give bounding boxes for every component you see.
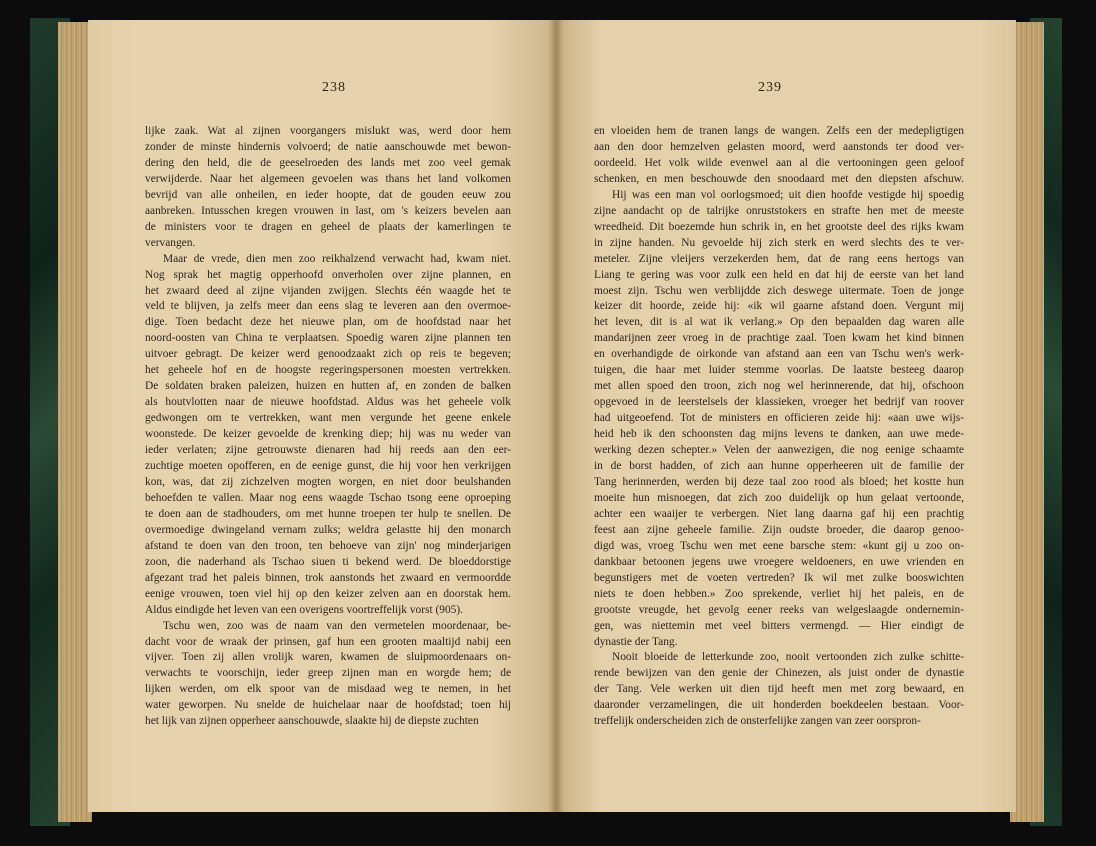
right-page-text bbox=[594, 124, 964, 730]
text-line: water geworpen. Nu snelde de huichelaar naar de hoofdstad; toen hij bbox=[145, 699, 511, 712]
text-line: zonder de minste hindernis volvoerd; de natie aanschouwde met bewon- bbox=[145, 140, 511, 153]
text-line: het leven, dit is al wat ik verlang.» Op den bepaalden dag waren alle bbox=[594, 316, 964, 329]
text-line: dynastie der Tang. bbox=[594, 635, 678, 648]
text-line: der Tang. Vele werken uit dien tijd heeft men met zorg bewaard, en bbox=[594, 683, 964, 696]
left-page-text bbox=[145, 124, 511, 730]
text-line: afgezant trad het paleis binnen, trok aanstonds het zwaard en vermoordde bbox=[145, 571, 511, 584]
page-edges-left bbox=[58, 22, 92, 822]
text-line: dering den held, die de geeselroeden des lands met zoo veel gemak bbox=[145, 156, 511, 169]
text-line: het lijk van zijnen opperheer aanschouwde, slaakte hij de diepste zuchten bbox=[145, 715, 479, 728]
text-line: lijke zaak. Wat al zijnen voorgangers mislukt was, werd door hem bbox=[145, 125, 511, 137]
text-line: veld te blijven, ja zelfs meer dan eens slag te leveren aan den overmoe- bbox=[145, 300, 511, 313]
text-line: rende bewijzen van den genie der Chinezen, als juist onder de dynastie bbox=[594, 667, 964, 680]
text-line: dankbaar betoonen jegens uwe vroegere weldoeners, en uwe vrienden en bbox=[594, 555, 964, 568]
text-line: gen, was niettemin met veel bitters vermengd. — Hier eindigt de bbox=[594, 619, 964, 632]
text-line: moeite hun misnoegen, dat zich zoo duidelijk op hun gelaat vertoonde, bbox=[594, 491, 964, 504]
text-line: De soldaten braken paleizen, huizen en hutten af, en zonden de balken bbox=[145, 380, 511, 393]
text-line: Liang te gering was voor zulk een held en dat hij de eerste van het land bbox=[594, 268, 964, 281]
left-page-number: 238 bbox=[322, 80, 346, 95]
text-line: afstand te doen van den troon, ten behoeve van zijn' nog minderjarigen bbox=[145, 539, 511, 552]
text-line: wreedheid. Dit boezemde hun schrik in, en het grootste deel des rijks kwam bbox=[594, 220, 964, 233]
text-line: opgevoed in de leerstelsels der klassieken, vroeger het bedrijf van roover bbox=[594, 396, 964, 409]
text-line: eenige vrouwen, toen viel hij op den keizer zelven aan en doorstak hem. bbox=[145, 587, 511, 600]
text-line: lijken werden, om elk spoor van de misdaad weg te nemen, in het bbox=[145, 683, 511, 696]
text-line: moest zijn. Tschu wen verblijdde zich deswege uitermate. Toen de jonge bbox=[594, 284, 964, 297]
text-line: Hij was een man vol oorlogsmoed; uit dien hoofde vestigde hij spoedig bbox=[612, 188, 964, 201]
text-line: noord-oosten van China te verplaatsen. Spoedig waren zijne plannen ten bbox=[145, 332, 511, 345]
text-line: begunstigers met de voeten vertreden? Ik wil met zulke booswichten bbox=[594, 571, 964, 584]
text-line: aanbreken. Intusschen kregen vrouwen in last, om 's keizers bevelen aan bbox=[145, 204, 511, 217]
text-line: uitvoer gebragt. De keizer werd genoodzaakt zich op reis te begeven; bbox=[145, 348, 511, 361]
text-line: had uitgeoefend. Tot de ministers en officieren zeide hij: «aan uwe wijs- bbox=[594, 412, 964, 425]
text-line: behoefden te vallen. Maar nog eens waagde Tschao tsong eene oproeping bbox=[145, 491, 511, 504]
text-line: digd was, vroeg Tschu wen met eene barsche stem: «kunt gij u zoo on- bbox=[594, 539, 964, 552]
text-line: en overhandigde de oirkonde van afstand aan een van Tschu wen's werk- bbox=[594, 348, 964, 361]
text-line: zuchtige moeten opofferen, en de eenige gunst, die hij voor hen verkrijgen bbox=[145, 460, 511, 473]
right-page-number: 239 bbox=[758, 80, 782, 95]
text-line: en vloeiden hem de tranen langs de wangen. Zelfs een der medepligtigen bbox=[594, 125, 964, 137]
text-line: achter een waaijer te verbergen. Niet lang daarna gaf hij een prachtig bbox=[594, 507, 964, 520]
text-line: in de borst hadden, of zich aan hunne opperheeren uit de familie der bbox=[594, 460, 964, 473]
text-line: daaronder verzamelingen, die uit honderden boekdeelen bestaan. Voor- bbox=[594, 699, 964, 712]
text-line: vervangen. bbox=[145, 236, 196, 249]
text-line: schenken, en men beschouwde den snoodaard met den diepsten afschuw. bbox=[594, 172, 964, 185]
text-line: gedwongen om te vertrekken, want men vergunde het geene enkele bbox=[145, 412, 511, 425]
text-line: Aldus eindigde het leven van een overigens voortreffelijk vorst (905). bbox=[145, 603, 464, 616]
text-line: dacht voor de wraak der prinsen, gaf hun een grooten maaltijd nabij een bbox=[145, 635, 511, 648]
text-line: Tschu wen, zoo was de naam van den vermetelen moordenaar, be- bbox=[163, 619, 511, 632]
text-line: treffelijk onderscheiden zich de onsterfelijke zangen van zeer oorspron- bbox=[594, 715, 921, 728]
text-line: verwijderde. Naar het algemeen gevoelen was thans het land volkomen bbox=[145, 172, 511, 185]
text-line: te doen aan de stadhouders, om met hunne troepen ter hulp te snellen. De bbox=[145, 507, 511, 520]
book-gutter bbox=[548, 20, 564, 812]
text-line: het geheele hof en de hoogste regeringspersonen moesten vertrekken. bbox=[145, 364, 511, 377]
text-line: het zwaard deed al zijne vijanden zwijgen. Slechts één waagde het te bbox=[145, 284, 511, 297]
text-line: keizer dit hoorde, zeide hij: «ik wil gaarne afstand doen. Vergunt mij bbox=[594, 300, 964, 313]
text-line: Nooit bloeide de letterkunde zoo, nooit vertoonden zich zulke schitte- bbox=[612, 651, 964, 664]
text-line: woonstede. De keizer gevoelde de krenking diep; hij was nu weder van bbox=[145, 428, 511, 441]
text-line: verwachts te voorschijn, ieder greep zijnen man en worgde hem; de bbox=[145, 667, 511, 680]
text-line: als houtvlotten naar de nieuwe hoofdstad. Aldus was het geheele volk bbox=[145, 396, 511, 409]
text-line: grootste vreugde, het gevolg eener reeks van welgeslaagde ondernemin- bbox=[594, 603, 964, 616]
text-line: heid heb ik den schoonsten dag mijns levens te danken, aan uwe mede- bbox=[594, 428, 964, 441]
text-line: mandarijnen zeer vroeg in de prachtige zaal. Toen kwam het kind binnen bbox=[594, 332, 964, 345]
text-line: Maar de vrede, dien men zoo reikhalzend verwacht had, kwam niet. bbox=[163, 252, 511, 265]
text-line: Nog sprak het magtig opperhoofd onverholen over zijne plannen, en bbox=[145, 268, 511, 281]
text-line: bevrijd van alle onheilen, en ieder hoopte, dat de gouden eeuw zou bbox=[145, 188, 511, 201]
text-line: dige. Toen bedacht deze het nieuwe plan, om de hoofdstad naar het bbox=[145, 316, 511, 329]
text-line: vijver. Toen zij allen vrolijk waren, kwamen de sluipmoordenaars on- bbox=[145, 651, 511, 664]
text-line: overmoedige dwingeland vernam zulks; weldra gelastte hij den monarch bbox=[145, 523, 511, 536]
text-line: ieder verlaten; zijne getrouwste dienaren had hij reeds aan den eer- bbox=[145, 444, 511, 457]
text-line: met allen spoed den troon, zich nog wel herinnerende, dat hij, ofschoon bbox=[594, 380, 964, 393]
text-line: oordeeld. Het volk wilde evenwel aan al die vertooningen geen geloof bbox=[594, 156, 964, 169]
text-line: werking dezen schepter.» Velen der aanwezigen, die nog eenige schaamte bbox=[594, 444, 964, 457]
text-line: zijne aandacht op de talrijke onruststokers en strafte hen met de meeste bbox=[594, 204, 964, 217]
text-line: tuigen, die haar met luider stemme voorlas. De laatste besteeg daarop bbox=[594, 364, 964, 377]
text-line: aan den door hemzelven gelasten moord, werd aanstonds ter dood ver- bbox=[594, 140, 964, 153]
text-line: niets te doen hebben.» Zoo sprekende, verliet hij het paleis, en de bbox=[594, 587, 964, 600]
text-line: Tang herinnerden, werden bij deze taal zoo rood als bloed; het kostte hun bbox=[594, 475, 964, 488]
text-line: feest aan zijne geheele familie. Zijn oudste broeder, die daarop genoo- bbox=[594, 523, 964, 536]
text-line: kon, was, dat zij zichzelven mogten worgen, en niet door beulshanden bbox=[145, 475, 511, 488]
text-line: in zijne handen. Nu gevoelde hij zich sterk en werd slechts des te ver- bbox=[594, 236, 964, 249]
text-line: meteler. Zijne vleijers verzekerden hem, dat de rang eens hertogs van bbox=[594, 252, 964, 265]
text-line: de ministers voor te dragen en geheel de plaats der kamerlingen te bbox=[145, 220, 511, 233]
text-line: zoon, die naderhand als Tschao siuen ti bekend werd. De bloeddorstige bbox=[145, 555, 511, 568]
